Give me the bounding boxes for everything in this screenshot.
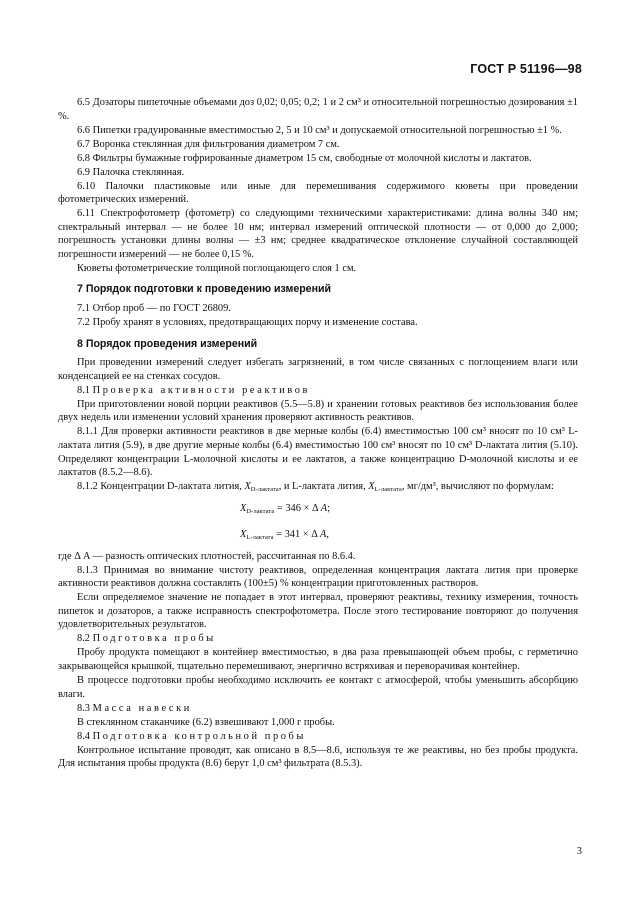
item-7-2: 7.2 Пробу хранят в условиях, предотвращающих порчу и изменение состава. — [77, 317, 418, 329]
item-6-8: 6.8 Фильтры бумажные гофрированные диаметром 15 см, свободные от молочной кислоты и лактатов. — [77, 152, 532, 164]
subsection-8-3-text: В стеклянном стаканчике (6.2) взвешивают 1,000 г пробы. — [77, 716, 335, 728]
item-6-5: 6.5 Дозаторы пипеточные объемами доз 0,02; 0,05; 0,2; 1 и 2 см³ и относительной погрешностью дозирования ±1 %. — [58, 97, 578, 122]
atmosphere-paragraph: В процессе подготовки пробы необходимо исключить ее контакт с атмосферой, чтобы уменьшить абсорбцию влаги. — [58, 675, 578, 700]
item-8-1-1: 8.1.1 Для проверки активности реактивов в две мерные колбы (6.4) вместимостью 100 см³ вносят по 10 см³ L-лактата лития (5.9), в две другие мерные колбы (6.4) вместимостью 100 см³ вносят по 10 см³ D-лактата лития (5.10). Определяют концентрации L-молочной кислоты и ее лактатов, а также концентрацию D-молочной кислоты и ее лактатов (8.5.2—8.6). — [58, 426, 578, 479]
subsection-8-2-text: Пробу продукта помещают в контейнер вместимостью, в два раза превышающей объем пробы, с герметично закрывающейся крышкой, тщательно перемешивают, энергично встряхивая и переворачивая контейнер. — [58, 647, 578, 673]
subsection-8-1-text: При приготовлении новой порции реактивов (5.5—5.8) и хранении готовых реактивов без использования более двух недель или изменении условий хранения проверяют активность реактивов. — [58, 398, 578, 424]
subsection-8-1-title: 8.1 Проверка активности реактивов — [77, 384, 311, 396]
page-number: 3 — [576, 846, 582, 857]
subsection-8-2-title: 8.2 Подготовка пробы — [77, 633, 216, 645]
subsection-8-4-text: Контрольное испытание проводят, как описано в 8.5—8.6, используя те же реактивы, но без пробы продукта. Для испытания пробы продукта (8.6) берут 1,0 см³ фильтрата (8.5.3). — [58, 744, 578, 770]
item-8-1-3: 8.1.3 Принимая во внимание чистоту реактивов, определенная концентрация лактата лития при проверке активности реактивов должна составлять (100±5) % концентрации приготовленных растворов. — [58, 564, 578, 590]
standard-header: ГОСТ Р 51196—98 — [470, 62, 582, 76]
section-7-heading: 7 Порядок подготовки к проведению измерений — [77, 283, 331, 296]
item-6-9: 6.9 Палочка стеклянная. — [77, 166, 185, 178]
subsection-8-3-title: 8.3 Масса навески — [77, 702, 192, 714]
item-8-1-2: 8.1.2 Концентрации D-лактата лития, $X_{D-лактата}$, и L-лактата лития, $X_{L-лактата}$, мг/дм³, вычисляют по формулам: — [77, 481, 554, 494]
formula-l-lactate: $X_{L-лактата} = 341 \times \Delta$ A, — [240, 528, 329, 541]
section-8-intro: При проведении измерений следует избегать загрязнений, в том числе связанных с поглощением влаги или конденсацией ее на стенках сосудов. — [58, 357, 578, 382]
item-7-1: 7.1 Отбор проб — по ГОСТ 26809. — [77, 303, 231, 315]
item-6-11: 6.11 Спектрофотометр (фотометр) со следующими техническими характеристиками: длина волны 340 нм; спектральный интервал — не более 10 нм; интервал измерений оптической плотности — от 0,000 до 2,000; погрешность установки длины волны — ±3 нм; среднее квадратическое отклонение случайной составляющей погрешности измерений — не более 0,15 %. — [58, 208, 578, 260]
document-body — [58, 96, 578, 771]
section-8-heading: 8 Порядок проведения измерений — [77, 337, 258, 350]
formula-d-lactate: $X_{D-лактата} = 346 \times \Delta$ A; — [240, 502, 330, 515]
out-of-range-paragraph: Если определяемое значение не попадает в этот интервал, проверяют реактивы, технику измерения, точность пипеток и дозаторов, а также исправность спектрофотометра. После этого тестирование повторяют до получения удовлетворительных результатов. — [58, 592, 578, 631]
item-6-7: 6.7 Воронка стеклянная для фильтрования диаметром 7 см. — [77, 138, 340, 150]
cuvettes-paragraph: Кюветы фотометрические толщиной поглощающего слоя 1 см. — [77, 262, 357, 274]
subsection-8-4-title: 8.4 Подготовка контрольной пробы — [77, 730, 307, 742]
item-6-10: 6.10 Палочки пластиковые или иные для перемешивания содержимого кюветы при проведении фотометрических измерений. — [58, 180, 578, 206]
item-6-6: 6.6 Пипетки градуированные вместимостью 2, 5 и 10 см³ и допускаемой относительной погрешностью ±1 %. — [77, 124, 562, 136]
formula-legend: где Δ A — разность оптических плотностей, рассчитанная по 8.6.4. — [58, 550, 356, 562]
